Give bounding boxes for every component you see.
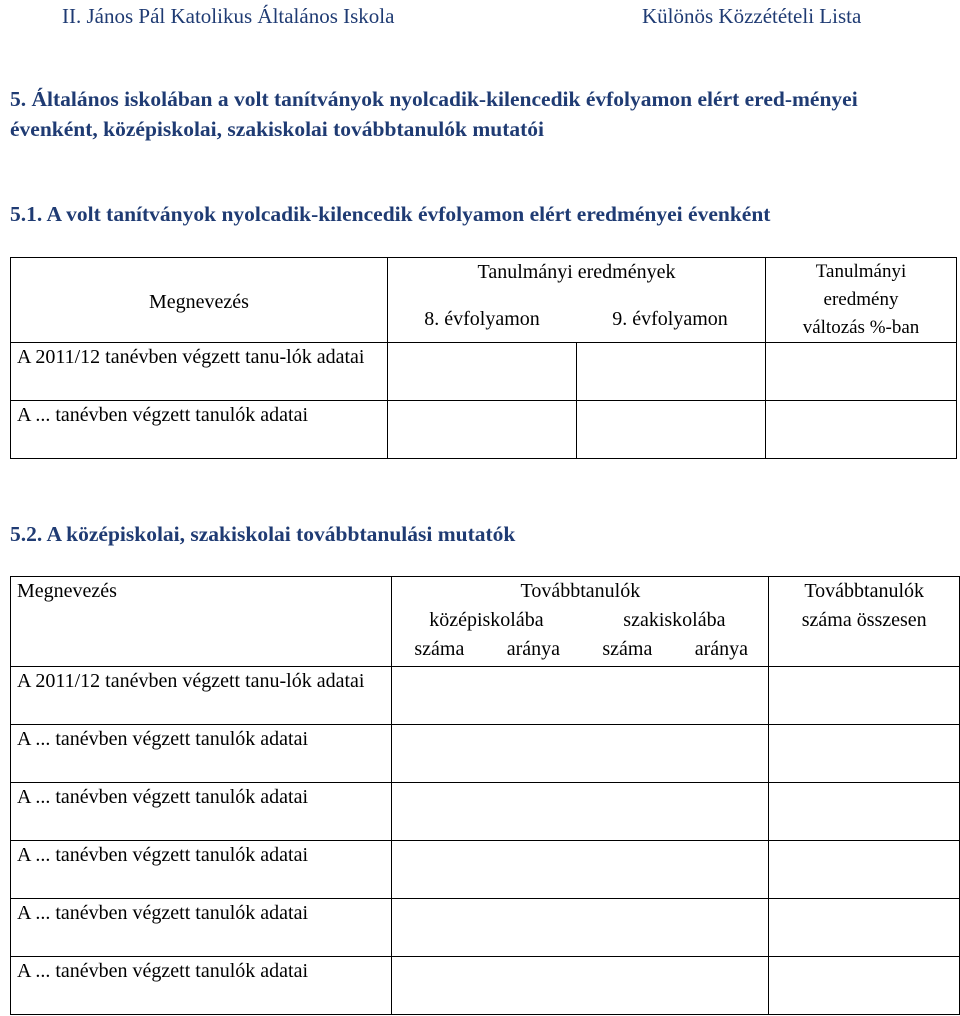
t2-row-2-label: A ... tanévben végzett tanulók adatai	[11, 725, 392, 783]
t2-row-3-total	[769, 783, 960, 841]
header-school-name: II. János Pál Katolikus Általános Iskola	[62, 4, 395, 28]
t1-header-name: Megnevezés	[149, 291, 249, 313]
t2-header-vocational-count: száma	[602, 638, 653, 660]
t2-row-1-total	[769, 667, 960, 725]
t2-header-secondary: középiskolába	[429, 609, 544, 631]
further-studies-table	[10, 576, 960, 1015]
t2-row-2-values	[392, 725, 769, 783]
t1-row-1-grade8	[388, 343, 577, 401]
t1-header-grade8: 8. évfolyamon	[424, 308, 540, 330]
t2-header-vocational-ratio: aránya	[694, 638, 749, 660]
header-list-title: Különös Közzétételi Lista	[642, 4, 862, 28]
t1-header-name-cell	[11, 258, 388, 343]
section-5-1-title: 5.1. A volt tanítványok nyolcadik-kilencedik évfolyamon elért eredményei évenként	[10, 202, 771, 226]
t1-header-change-cell	[766, 258, 957, 343]
t1-row-2-change	[766, 401, 957, 459]
t2-row-1-values	[392, 667, 769, 725]
t2-header-total-cell	[769, 577, 960, 667]
t1-header-grade9: 9. évfolyamon	[612, 308, 728, 330]
t2-row-3-label: A ... tanévben végzett tanulók adatai	[11, 783, 392, 841]
t1-header-change-2: eredmény	[823, 289, 899, 310]
t2-row-4-values	[392, 841, 769, 899]
t2-row-6-total	[769, 957, 960, 1015]
section-5-title: 5. Általános iskolában a volt tanítványok nyolcadik-kilencedik évfolyamon elért ered-ményei évenként, középiskolai, szakiskolai továbbtanulók mutatói	[10, 87, 858, 141]
t2-row-5-label: A ... tanévben végzett tanulók adatai	[11, 899, 392, 957]
t1-row-2-grade9	[577, 401, 766, 459]
t1-row-1-label: A 2011/12 tanévben végzett tanu-lók adatai	[11, 343, 388, 401]
t2-header-vocational: szakiskolába	[623, 609, 726, 631]
t2-header-total-1: Továbbtanulók	[804, 580, 925, 602]
t2-row-5-values	[392, 899, 769, 957]
t2-row-5-total	[769, 899, 960, 957]
t1-row-2-label: A ... tanévben végzett tanulók adatai	[11, 401, 388, 459]
t1-header-change-1: Tanulmányi	[815, 261, 907, 282]
t2-row-3-values	[392, 783, 769, 841]
section-5-2-title: 5.2. A középiskolai, szakiskolai továbbtanulási mutatók	[10, 522, 516, 546]
t2-header-secondary-ratio: aránya	[506, 638, 561, 660]
t1-row-2-grade8	[388, 401, 577, 459]
t1-header-results-cell	[388, 258, 766, 343]
t2-header-further-cell	[392, 577, 769, 667]
t2-header-secondary-count: száma	[414, 638, 465, 660]
results-table-grid	[10, 257, 957, 459]
t2-header-name: Megnevezés	[11, 577, 392, 667]
t2-header-further: Továbbtanulók	[520, 580, 641, 602]
t1-row-1-grade9	[577, 343, 766, 401]
t2-row-2-total	[769, 725, 960, 783]
t2-row-1-label: A 2011/12 tanévben végzett tanu-lók adatai	[11, 667, 392, 725]
t2-row-6-values	[392, 957, 769, 1015]
t2-row-6-label: A ... tanévben végzett tanulók adatai	[11, 957, 392, 1015]
t2-row-4-label: A ... tanévben végzett tanulók adatai	[11, 841, 392, 899]
t1-header-change-3: változás %-ban	[802, 317, 920, 338]
t1-header-results: Tanulmányi eredmények	[477, 261, 676, 283]
t1-row-1-change	[766, 343, 957, 401]
t2-header-total-2: száma összesen	[801, 609, 927, 631]
t2-row-4-total	[769, 841, 960, 899]
